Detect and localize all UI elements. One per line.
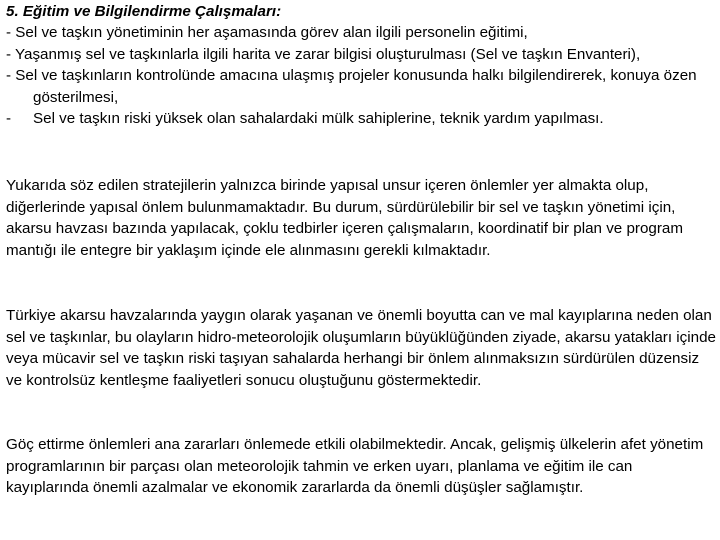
paragraph: Göç ettirme önlemleri ana zararları önlemede etkili olabilmektedir. Ancak, gelişmiş ülkelerin afet yönetim programlarının bir parçası olan meteorolojik tahmin ve erken uyarı, planlama ve eğitim ile can kayıplarında önemli azalmalar ve ekonomik zararlarda da önemli düşüşler sağlamıştır. xyxy=(6,436,704,496)
bullet-text: Sel ve taşkın riski yüksek olan sahalardaki mülk sahiplerine, teknik yardım yapılması. xyxy=(33,110,604,127)
bullet-marker: - xyxy=(6,67,12,84)
bullet-marker: - xyxy=(6,110,12,127)
list-item xyxy=(6,108,718,130)
bullet-text: Yaşanmış sel ve taşkınlarla ilgili harita ve zarar bilgisi oluşturulması (Sel ve taşkın Envanteri), xyxy=(15,45,641,63)
list-item xyxy=(6,44,718,66)
list-item xyxy=(6,22,718,44)
list-item xyxy=(6,65,718,108)
bullet-text: Sel ve taşkın yönetiminin her aşamasında görev alan ilgili personelin eğitimi, xyxy=(15,24,528,41)
bullet-text: Sel ve taşkınların kontrolünde amacına ulaşmış projeler konusunda halkı bilgilendirerek, konuya özen gösterilmesi, xyxy=(15,67,697,106)
paragraph: Türkiye akarsu havzalarında yaygın olarak yaşanan ve önemli boyutta can ve mal kayıplarına neden olan sel ve taşkınlar, bu olayların hidro-meteorolojik oluşumların büyüklüğünden ziyade, akarsu yatakları içinde veya mücavir sel ve taşkın riski taşıyan sahalarda herhangi bir önlem alınmaksızın sürdürülen düzensiz ve kontrolsüz kentleşme faaliyetleri sonucu oluştuğunu göstermektedir. xyxy=(6,307,716,389)
paragraph: Yukarıda söz edilen stratejilerin yalnızca birinde yapısal unsur içeren önlemler yer almakta olup, diğerlerinde yapısal önlem bulunmamaktadır. Bu durum, sürdürülebilir bir sel ve taşkın yönetimi için, akarsu havzası bazında yapılacak, çoklu tedbirler içeren çalışmaların, koordinatif bir plan ve program mantığı ile entegre bir yaklaşım içinde ele alınmasını gerekli kılmaktadır. xyxy=(6,177,684,259)
bullet-marker: - xyxy=(6,24,12,41)
bullet-marker: - xyxy=(6,45,12,63)
bullet-list xyxy=(6,22,718,130)
section-heading: 5. Eğitim ve Bilgilendirme Çalışmaları: xyxy=(6,3,282,20)
